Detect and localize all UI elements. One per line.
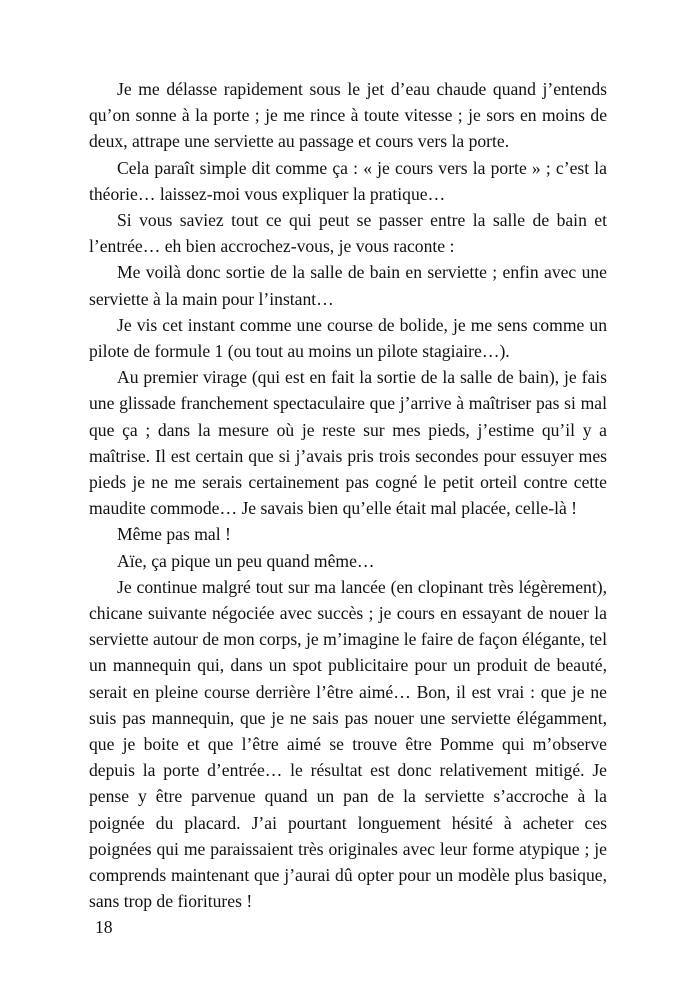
paragraph-2: Cela paraît simple dit comme ça : « je cours vers la porte » ; c’est la théorie… laissez-moi vous expliquer la pratique… bbox=[89, 157, 607, 204]
paragraph-8: Aïe, ça pique un peu quand même… bbox=[117, 550, 375, 571]
paragraph-5: Je vis cet instant comme une course de bolide, je me sens comme un pilote de formule 1 (ou tout au moins un pilote stagiaire…). bbox=[89, 314, 607, 362]
paragraph-4: Me voilà donc sortie de la salle de bain en serviette ; enfin avec une serviette à la main pour l’instant… bbox=[89, 262, 607, 309]
paragraph-9: Je continue malgré tout sur ma lancée (en clopinant très légèrement), chicane suivante négociée avec succès ; je cours en essayant de nouer la serviette autour de mon corps, je m’imagine le faire de façon élégante, tel un mannequin qui, dans un spot publicitaire pour un produit de beauté, serait en pleine course derrière l’être aimé… Bon, il est vrai : que je ne suis pas mannequin, que je ne sais pas nouer une serviette élégamment, que je boite et que l’être aimé se trouve être Pomme qui m’observe depuis la porte d’entrée… le résultat est donc relativement mitigé. Je pense y être parvenue quand un pan de la serviette s’accroche à la poignée du placard. J’ai pourtant longuement hésité à acheter ces poignées qui me paraissaient très originales avec leur forme atypique ; je comprends maintenant que j’aurai dû opter pour un modèle plus basique, sans trop de fioritures ! bbox=[89, 576, 607, 912]
paragraph-6: Au premier virage (qui est en fait la sortie de la salle de bain), je fais une glissade franchement spectaculaire que j’arrive à maîtriser pas si mal que ça ; dans la mesure où je reste sur mes pieds, j’estime qu’il y a maîtrise. Il est certain que si j’avais pris trois secondes pour essuyer mes pieds je ne me serais certainement pas cogné le petit orteil contre cette maudite commode… Je savais bien qu’elle était mal placée, celle-là ! bbox=[89, 367, 607, 519]
page-number: 18 bbox=[95, 917, 113, 937]
paragraph-3: Si vous saviez tout ce qui peut se passer entre la salle de bain et l’entrée… eh bien accrochez-vous, je vous raconte : bbox=[89, 210, 607, 257]
paragraph-1: Je me délasse rapidement sous le jet d’eau chaude quand j’entends qu’on sonne à la porte ; je me rince à toute vitesse ; je sors en moins de deux, attrape une serviette au passage et cours vers la porte. bbox=[89, 79, 607, 152]
body-text bbox=[89, 76, 607, 915]
paragraph-7: Même pas mal ! bbox=[117, 524, 231, 545]
